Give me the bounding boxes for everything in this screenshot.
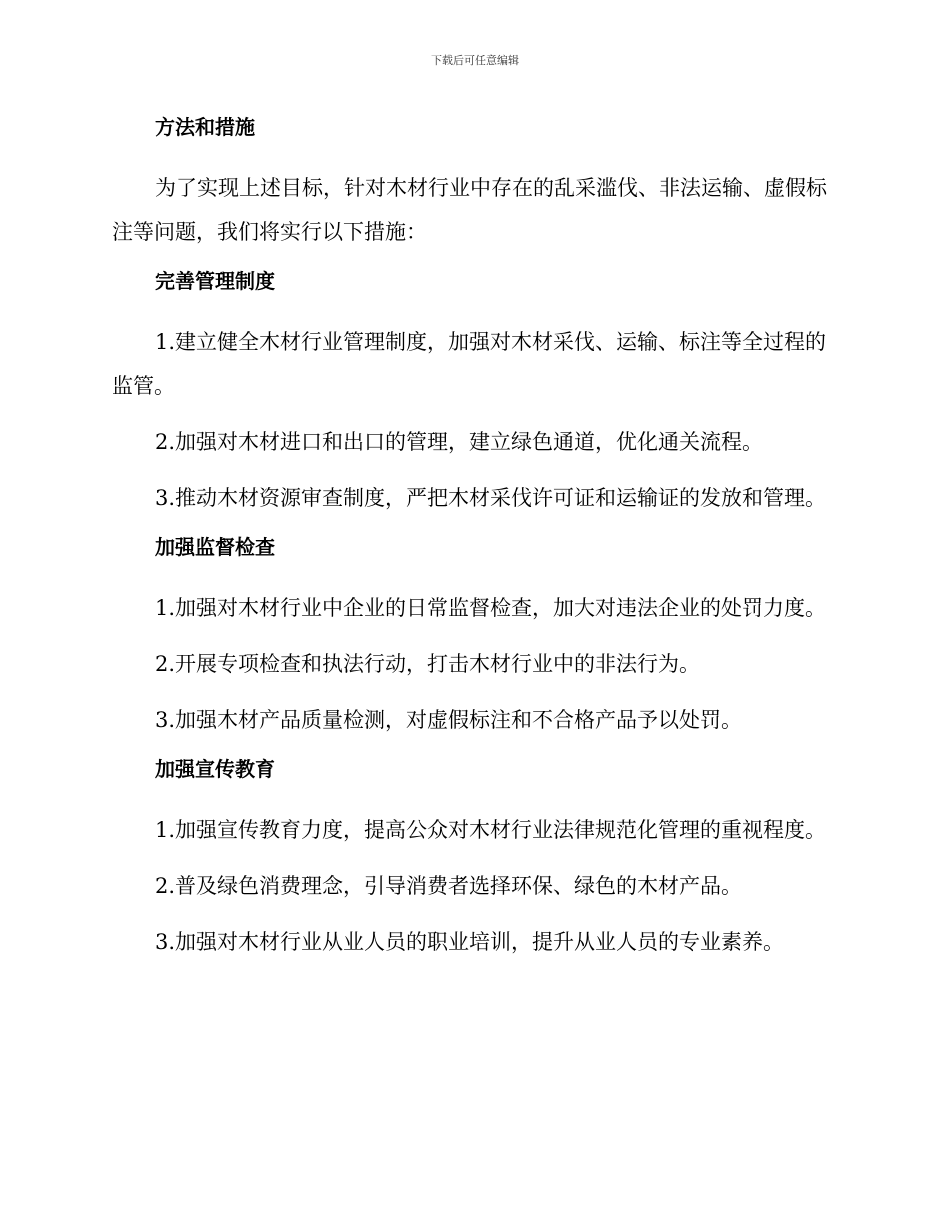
paragraph: 3.加强木材产品质量检测，对虚假标注和不合格产品予以处罚。 (155, 708, 743, 732)
paragraph: 1.加强宣传教育力度，提高公众对木材行业法律规范化管理的重视程度。 (155, 818, 827, 842)
paragraph: 2.加强对木材进口和出口的管理，建立绿色通道，优化通关流程。 (155, 430, 764, 454)
section-heading: 方法和措施 (155, 115, 255, 139)
paragraph: 1.建立健全木材行业管理制度，加强对木材采伐、运输、标注等全过程的监管。 (112, 330, 827, 398)
paragraph: 1.加强对木材行业中企业的日常监督检查，加大对违法企业的处罚力度。 (155, 596, 827, 620)
page-header: 下载后可任意编辑 (431, 54, 519, 67)
section-heading: 加强监督检查 (155, 535, 275, 559)
paragraph: 3.推动木材资源审查制度，严把木材采伐许可证和运输证的发放和管理。 (155, 486, 827, 510)
paragraph: 2.开展专项检查和执法行动，打击木材行业中的非法行为。 (155, 652, 701, 676)
paragraph: 3.加强对木材行业从业人员的职业培训，提升从业人员的专业素养。 (155, 930, 785, 954)
section-heading: 完善管理制度 (155, 269, 275, 293)
paragraph: 为了实现上述目标，针对木材行业中存在的乱采滥伐、非法运输、虚假标注等问题，我们将实行以下措施： (112, 176, 827, 244)
section-heading: 加强宣传教育 (155, 757, 275, 781)
paragraph: 2.普及绿色消费理念，引导消费者选择环保、绿色的木材产品。 (155, 874, 743, 898)
document-body (112, 112, 838, 964)
